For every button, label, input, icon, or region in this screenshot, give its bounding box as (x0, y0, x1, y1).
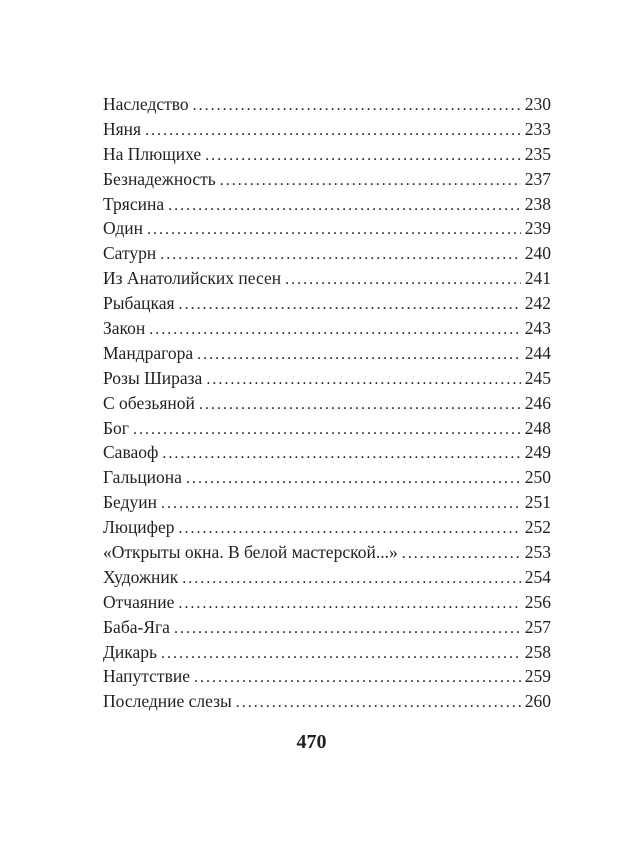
toc-entry (103, 416, 551, 441)
page-number: 470 (296, 731, 327, 753)
toc-entry-page: 230 (524, 94, 551, 114)
toc-dot-leader (162, 442, 520, 467)
toc-entry (103, 664, 551, 689)
toc-entry-title: Сатурн (103, 243, 157, 264)
toc-entry-title: Гальциона (103, 467, 182, 488)
toc-entry-page: 240 (524, 243, 551, 264)
toc-entry-title: Розы Шираза (103, 367, 203, 388)
toc-entry-title: Трясина (103, 193, 165, 214)
toc-entry (103, 640, 551, 665)
toc-dot-leader (194, 666, 521, 691)
toc-entry-page: 238 (524, 193, 551, 214)
toc-entry (103, 291, 551, 316)
toc-entry (103, 565, 551, 590)
toc-entry (103, 689, 551, 714)
toc-dot-leader (179, 517, 521, 542)
toc-dot-leader (160, 243, 520, 268)
toc-dot-leader (220, 169, 521, 194)
toc-entry-page: 257 (524, 616, 551, 637)
toc-entry-page: 235 (524, 143, 551, 164)
toc-dot-leader (149, 318, 520, 343)
toc-entry-title: «Открыты окна. В белой мастерской...» (103, 542, 398, 563)
toc-entry-page: 248 (524, 417, 551, 438)
toc-entry (103, 92, 551, 117)
toc-dot-leader (161, 492, 521, 517)
toc-entry-title: Отчаяние (103, 591, 175, 612)
toc-entry-page: 250 (524, 467, 551, 488)
toc-entry-title: Один (103, 218, 144, 239)
toc-entry-page: 253 (524, 542, 551, 563)
toc-dot-leader (182, 567, 520, 592)
toc-dot-leader (179, 293, 521, 318)
toc-entry-page: 252 (524, 517, 551, 538)
toc-entry (103, 590, 551, 615)
toc-dot-leader (197, 343, 521, 368)
toc-entry-page: 251 (524, 492, 551, 513)
toc-dot-leader (147, 218, 521, 243)
toc-entry (103, 192, 551, 217)
toc-dot-leader (193, 94, 521, 119)
toc-entry (103, 117, 551, 142)
toc-entry-page: 256 (524, 591, 551, 612)
toc-entry (103, 216, 551, 241)
toc-entry-title: Няня (103, 118, 142, 139)
toc-dot-leader (168, 194, 521, 219)
toc-entry (103, 440, 551, 465)
toc-entry (103, 316, 551, 341)
toc-entry-page: 244 (524, 342, 551, 363)
toc-entry-title: Напутствие (103, 666, 190, 687)
toc-entry-page: 259 (524, 666, 551, 687)
toc-entry-page: 245 (524, 367, 551, 388)
toc-dot-leader (402, 542, 521, 567)
toc-entry-title: Баба-Яга (103, 616, 170, 637)
toc-dot-leader (205, 144, 521, 169)
toc-entry-page: 233 (524, 118, 551, 139)
toc-entry-title: С обезьяной (103, 392, 195, 413)
toc-entry (103, 366, 551, 391)
toc-entry-title: Бедуин (103, 492, 157, 513)
toc-entry-title: Дикарь (103, 641, 158, 662)
toc-entry-title: Саваоф (103, 442, 159, 463)
toc-entry-title: На Плющихе (103, 143, 202, 164)
toc-entry-title: Наследство (103, 94, 189, 114)
toc-dot-leader (236, 691, 521, 716)
toc-entry-title: Люцифер (103, 517, 175, 538)
table-of-contents (103, 92, 551, 714)
toc-entry (103, 142, 551, 167)
toc-entry (103, 465, 551, 490)
toc-dot-leader (145, 119, 521, 144)
toc-entry (103, 241, 551, 266)
toc-entry-page: 254 (524, 566, 551, 587)
toc-dot-leader (199, 393, 521, 418)
toc-entry (103, 515, 551, 540)
toc-entry (103, 167, 551, 192)
toc-entry-page: 242 (524, 293, 551, 314)
toc-dot-leader (178, 592, 520, 617)
toc-entry-page: 260 (524, 691, 551, 712)
toc-dot-leader (174, 617, 521, 642)
toc-entry-page: 249 (524, 442, 551, 463)
toc-entry (103, 615, 551, 640)
toc-dot-leader (285, 268, 521, 293)
toc-entry-page: 243 (524, 318, 551, 339)
toc-entry (103, 341, 551, 366)
toc-entry-title: Художник (103, 566, 179, 587)
toc-entry-page: 239 (524, 218, 551, 239)
toc-entry-page: 258 (524, 641, 551, 662)
toc-entry-page: 241 (524, 268, 551, 289)
toc-entry (103, 540, 551, 565)
toc-entry (103, 391, 551, 416)
toc-entry-title: Мандрагора (103, 342, 194, 363)
toc-entry-title: Рыбацкая (103, 293, 175, 314)
toc-entry-page: 246 (524, 392, 551, 413)
toc-dot-leader (186, 467, 521, 492)
toc-entry (103, 490, 551, 515)
toc-dot-leader (133, 418, 521, 443)
toc-entry-title: Закон (103, 318, 146, 339)
toc-dot-leader (206, 368, 520, 393)
toc-entry-title: Бог (103, 417, 129, 438)
toc-dot-leader (161, 642, 521, 667)
toc-entry (103, 266, 551, 291)
toc-entry-page: 237 (524, 168, 551, 189)
toc-entry-title: Последние слезы (103, 691, 232, 712)
toc-entry-title: Из Анатолийских песен (103, 268, 282, 289)
toc-entry-title: Безнадежность (103, 168, 216, 189)
